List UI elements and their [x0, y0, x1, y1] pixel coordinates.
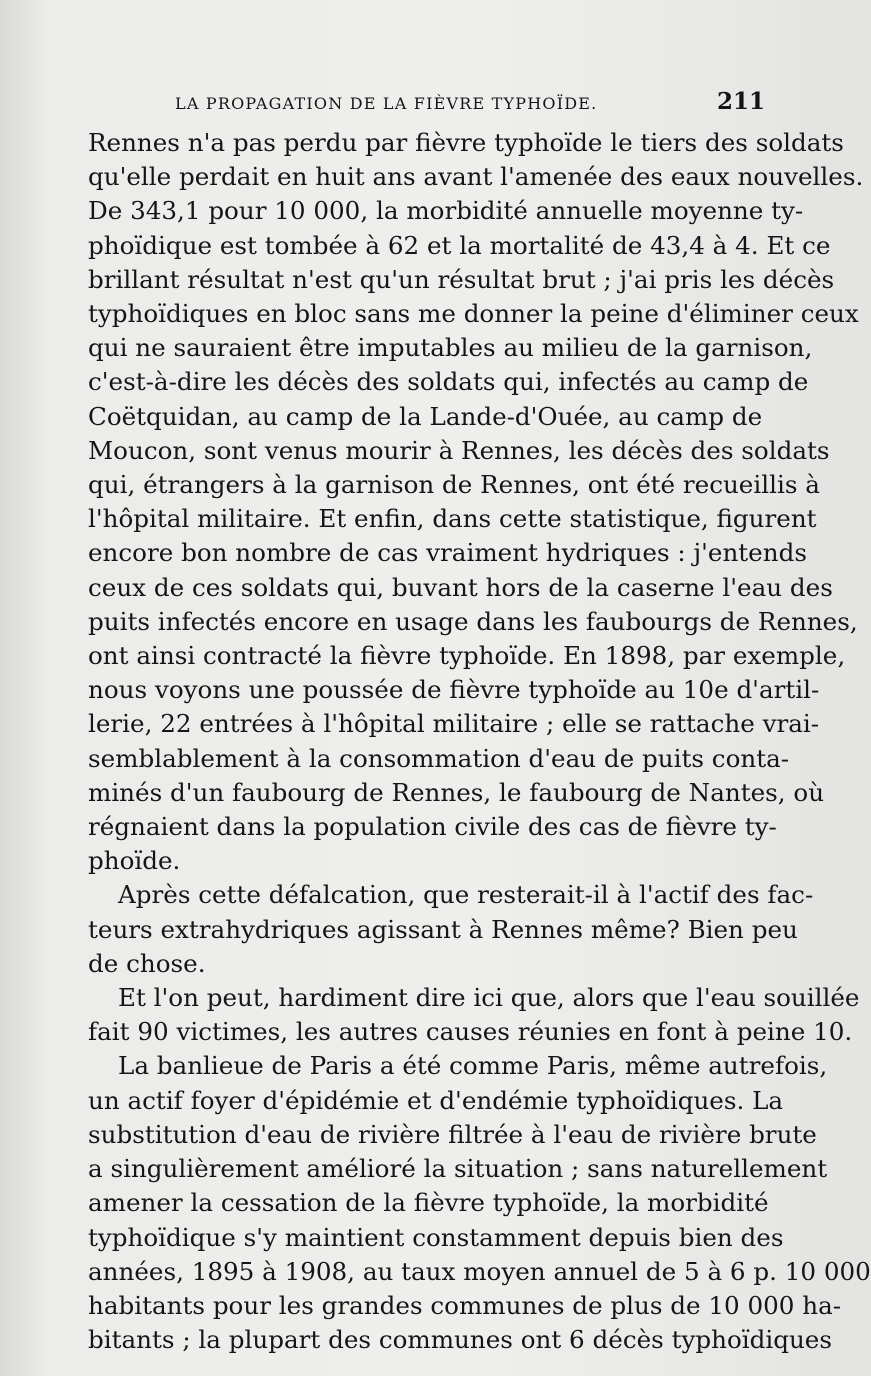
text-line: a singulièrement amélioré la situation ; sans naturellement: [88, 1154, 828, 1184]
body-text: [88, 126, 871, 1357]
text-line: phoïdique est tombée à 62 et la mortalité de 43,4 à 4. Et ce: [88, 230, 831, 260]
text-line: l'hôpital militaire. Et enfin, dans cette statistique, figurent: [88, 504, 817, 534]
text-line: de chose.: [88, 948, 206, 978]
text-line: c'est-à-dire les décès des soldats qui, infectés au camp de: [88, 367, 809, 397]
text-line: minés d'un faubourg de Rennes, le faubourg de Nantes, où: [88, 777, 825, 807]
text-line: nous voyons une poussée de fièvre typhoïde au 10e d'artil-: [88, 675, 820, 705]
text-line: régnaient dans la population civile des cas de fièvre ty-: [88, 812, 777, 842]
text-line: qui, étrangers à la garnison de Rennes, ont été recueillis à: [88, 470, 820, 500]
text-line: typhoïdiques en bloc sans me donner la peine d'éliminer ceux: [88, 299, 859, 329]
text-line: lerie, 22 entrées à l'hôpital militaire ; elle se rattache vrai-: [88, 709, 820, 739]
text-line: De 343,1 pour 10 000, la morbidité annuelle moyenne ty-: [88, 196, 804, 226]
text-line: qu'elle perdait en huit ans avant l'amenée des eaux nouvelles.: [88, 162, 864, 192]
text-line: amener la cessation de la fièvre typhoïde, la morbidité: [88, 1188, 769, 1218]
text-line: phoïde.: [88, 846, 181, 876]
text-line: semblablement à la consommation d'eau de puits conta-: [88, 743, 790, 773]
text-line: encore bon nombre de cas vraiment hydriques : j'entends: [88, 538, 807, 568]
text-line: teurs extrahydriques agissant à Rennes même? Bien peu: [88, 914, 798, 944]
text-line: Après cette défalcation, que resterait-il à l'actif des fac-: [118, 880, 814, 910]
running-title: LA PROPAGATION DE LA FIÈVRE TYPHOÏDE.: [175, 94, 598, 113]
page-header: [175, 88, 765, 122]
text-line: typhoïdique s'y maintient constamment depuis bien des: [88, 1222, 784, 1252]
text-line: années, 1895 à 1908, au taux moyen annuel de 5 à 6 p. 10 000: [88, 1256, 871, 1286]
text-line: La banlieue de Paris a été comme Paris, même autrefois,: [118, 1051, 828, 1081]
text-line: ceux de ces soldats qui, buvant hors de la caserne l'eau des: [88, 572, 833, 602]
text-line: puits infectés encore en usage dans les faubourgs de Rennes,: [88, 606, 858, 636]
text-line: bitants ; la plupart des communes ont 6 décès typhoïdiques: [88, 1325, 832, 1355]
text-line: Rennes n'a pas perdu par fièvre typhoïde le tiers des soldats: [88, 128, 844, 157]
text-line: Coëtquidan, au camp de la Lande-d'Ouée, au camp de: [88, 401, 763, 431]
text-line: ont ainsi contracté la fièvre typhoïde. En 1898, par exemple,: [88, 641, 846, 671]
text-line: habitants pour les grandes communes de plus de 10 000 ha-: [88, 1290, 842, 1320]
text-line: Moucon, sont venus mourir à Rennes, les décès des soldats: [88, 435, 830, 465]
text-line: fait 90 victimes, les autres causes réunies en font à peine 10.: [88, 1017, 853, 1047]
text-line: Et l'on peut, hardiment dire ici que, alors que l'eau souillée: [118, 983, 860, 1013]
text-line: qui ne sauraient être imputables au milieu de la garnison,: [88, 333, 813, 363]
text-line: un actif foyer d'épidémie et d'endémie typhoïdiques. La: [88, 1085, 784, 1115]
text-line: brillant résultat n'est qu'un résultat brut ; j'ai pris les décès: [88, 264, 835, 294]
text-line: substitution d'eau de rivière filtrée à l'eau de rivière brute: [88, 1119, 817, 1149]
page-number: 211: [716, 88, 765, 115]
